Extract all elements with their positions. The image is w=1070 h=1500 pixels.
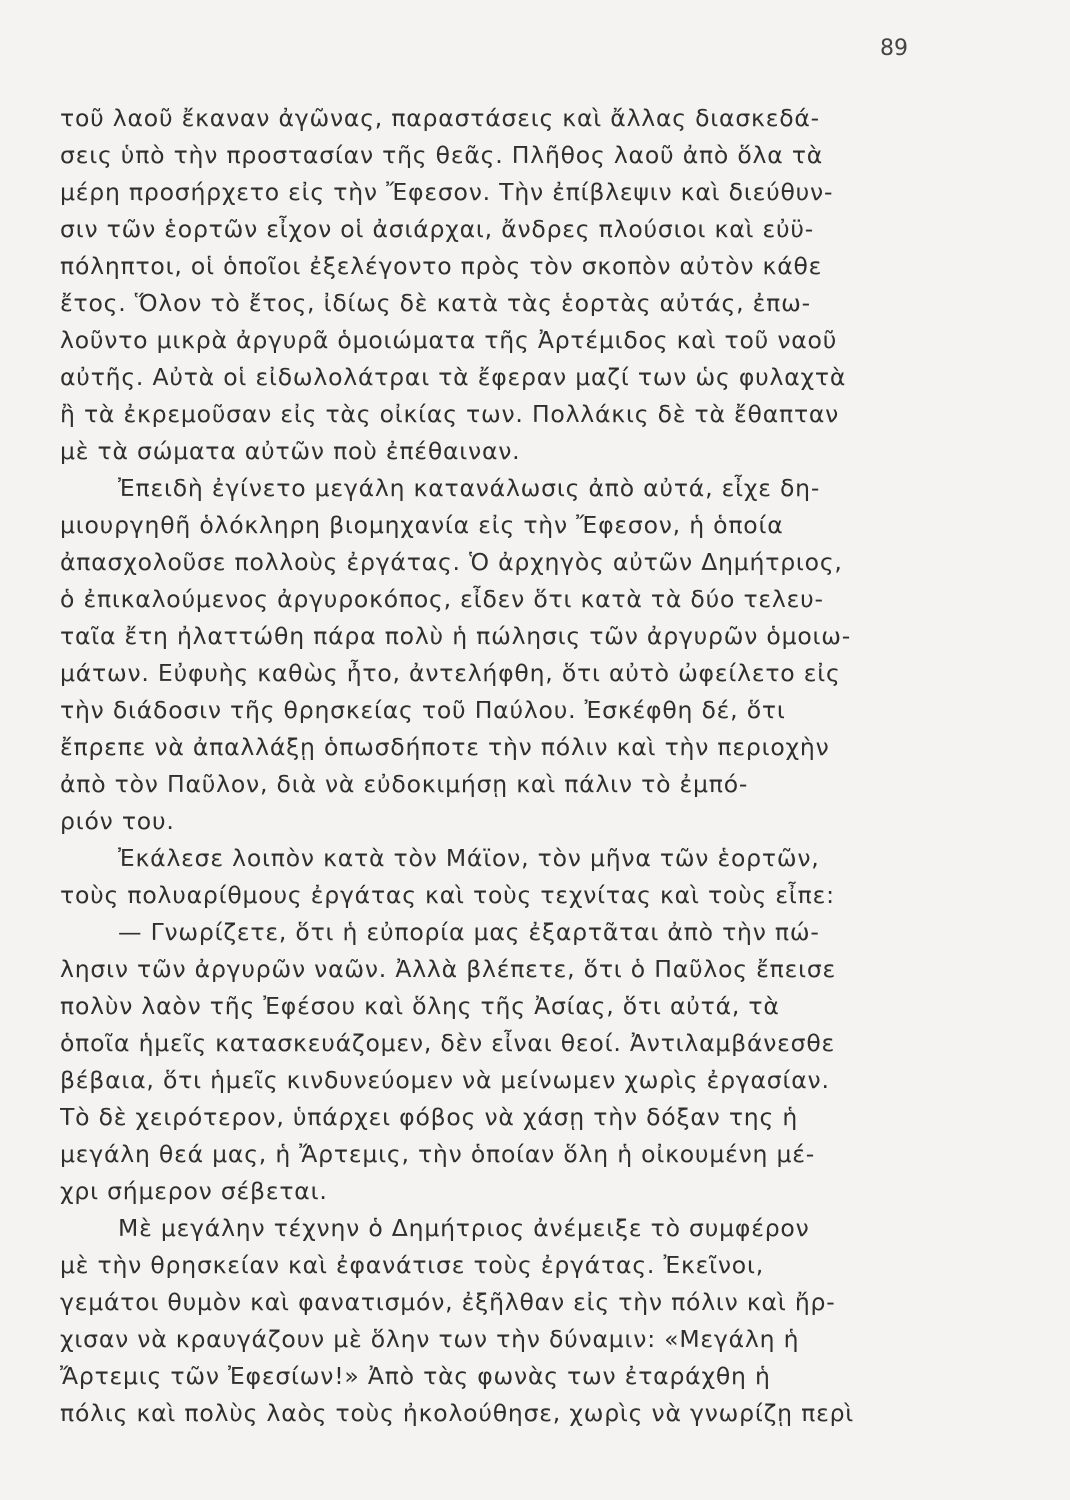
paragraph-start-line: Ἐκάλεσε λοιπὸν κατὰ τὸν Μάϊον, τὸν μῆνα τῶν ἑορτῶν, <box>118 844 820 872</box>
paragraph-start-line: Ἐπειδὴ ἐγίνετο μεγάλη κατανάλωσις ἀπὸ αὐτά, εἶχε δη- <box>118 474 821 502</box>
text-line: τοῦ λαοῦ ἔκαναν ἀγῶνας, παραστάσεις καὶ ἄλλας διασκεδά- <box>60 104 820 132</box>
text-line: Ἄρτεμις τῶν Ἐφεσίων!» Ἀπὸ τὰς φωνὰς των ἐταράχθη ἡ <box>60 1362 771 1390</box>
text-line: τοὺς πολυαρίθμους ἐργάτας καὶ τοὺς τεχνίτας καὶ τοὺς εἶπε: <box>60 881 835 909</box>
text-line: σεις ὑπὸ τὴν προστασίαν τῆς θεᾶς. Πλῆθος λαοῦ ἀπὸ ὅλα τὰ <box>60 141 824 169</box>
text-line: μὲ τὴν θρησκείαν καὶ ἐφανάτισε τοὺς ἐργάτας. Ἐκεῖνοι, <box>60 1251 764 1279</box>
text-line: μεγάλη θεά μας, ἡ Ἄρτεμις, τὴν ὁποίαν ὅλη ἡ οἰκουμένη μέ- <box>60 1140 816 1168</box>
paragraph-start-line: — Γνωρίζετε, ὅτι ἡ εὐπορία μας ἐξαρτᾶται ἀπὸ τὴν πώ- <box>118 918 820 946</box>
text-line: λησιν τῶν ἀργυρῶν ναῶν. Ἀλλὰ βλέπετε, ὅτι ὁ Παῦλος ἔπεισε <box>60 955 837 983</box>
text-line: ὁποῖα ἡμεῖς κατασκευάζομεν, δὲν εἶναι θεοί. Ἀντιλαμβάνεσθε <box>60 1029 836 1057</box>
text-line: γεμάτοι θυμὸν καὶ φανατισμόν, ἐξῆλθαν εἰς τὴν πόλιν καὶ ἤρ- <box>60 1288 836 1316</box>
text-line: τὴν διάδοσιν τῆς θρησκείας τοῦ Παύλου. Ἐσκέφθη δέ, ὅτι <box>60 696 786 724</box>
text-line: λοῦντο μικρὰ ἀργυρᾶ ὁμοιώματα τῆς Ἀρτέμιδος καὶ τοῦ ναοῦ <box>60 326 838 354</box>
text-line: πολὺν λαὸν τῆς Ἐφέσου καὶ ὅλης τῆς Ἀσίας, ὅτι αὐτά, τὰ <box>60 992 780 1020</box>
text-line: πόληπτοι, οἱ ὁποῖοι ἐξελέγοντο πρὸς τὸν σκοπὸν αὐτὸν κάθε <box>60 252 823 280</box>
text-line: ἔπρεπε νὰ ἀπαλλάξῃ ὁπωσδήποτε τὴν πόλιν καὶ τὴν περιοχὴν <box>60 733 830 761</box>
page-number: 89 <box>880 36 908 61</box>
text-line: ἀπασχολοῦσε πολλοὺς ἐργάτας. Ὁ ἀρχηγὸς αὐτῶν Δημήτριος, <box>60 548 843 576</box>
text-line: χισαν νὰ κραυγάζουν μὲ ὅλην των τὴν δύναμιν: «Μεγάλη ἡ <box>60 1325 800 1353</box>
text-line: ἢ τὰ ἐκρεμοῦσαν εἰς τὰς οἰκίας των. Πολλάκις δὲ τὰ ἔθαπταν <box>60 400 840 428</box>
text-line: Τὸ δὲ χειρότερον, ὑπάρχει φόβος νὰ χάσῃ τὴν δόξαν της ἡ <box>60 1103 799 1131</box>
text-line: βέβαια, ὅτι ἡμεῖς κινδυνεύομεν νὰ μείνωμεν χωρὶς ἐργασίαν. <box>60 1066 830 1094</box>
body-text <box>60 100 930 1432</box>
text-line: μάτων. Εὐφυὴς καθὼς ἦτο, ἀντελήφθη, ὅτι αὐτὸ ὠφείλετο εἰς <box>60 659 841 687</box>
text-line: ὁ ἐπικαλούμενος ἀργυροκόπος, εἶδεν ὅτι κατὰ τὰ δύο τελευ- <box>60 585 824 613</box>
text-line: πόλις καὶ πολὺς λαὸς τοὺς ἠκολούθησε, χωρὶς νὰ γνωρίζῃ περὶ <box>60 1399 855 1427</box>
text-line: ἔτος. Ὅλον τὸ ἔτος, ἰδίως δὲ κατὰ τὰς ἑορτὰς αὐτάς, ἐπω- <box>60 289 811 317</box>
text-line: χρι σήμερον σέβεται. <box>60 1177 328 1205</box>
text-line: ταῖα ἔτη ἠλαττώθη πάρα πολὺ ἡ πώλησις τῶν ἀργυρῶν ὁμοιω- <box>60 622 852 650</box>
text-line: ριόν του. <box>60 807 175 835</box>
text-line: αὐτῆς. Αὐτὰ οἱ εἰδωλολάτραι τὰ ἔφεραν μαζί των ὡς φυλαχτὰ <box>60 363 847 391</box>
text-line: μιουργηθῆ ὁλόκληρη βιομηχανία εἰς τὴν Ἔφεσον, ἡ ὁποία <box>60 511 784 539</box>
text-line: μὲ τὰ σώματα αὐτῶν ποὺ ἐπέθαιναν. <box>60 437 521 465</box>
text-line: σιν τῶν ἑορτῶν εἶχον οἱ ἀσιάρχαι, ἄνδρες πλούσιοι καὶ εὐϋ- <box>60 215 815 243</box>
paragraph-start-line: Μὲ μεγάλην τέχνην ὁ Δημήτριος ἀνέμειξε τὸ συμφέρον <box>118 1214 810 1242</box>
text-line: ἀπὸ τὸν Παῦλον, διὰ νὰ εὐδοκιμήσῃ καὶ πάλιν τὸ ἐμπό- <box>60 770 749 798</box>
text-line: μέρη προσήρχετο εἰς τὴν Ἔφεσον. Τὴν ἐπίβλεψιν καὶ διεύθυν- <box>60 178 834 206</box>
